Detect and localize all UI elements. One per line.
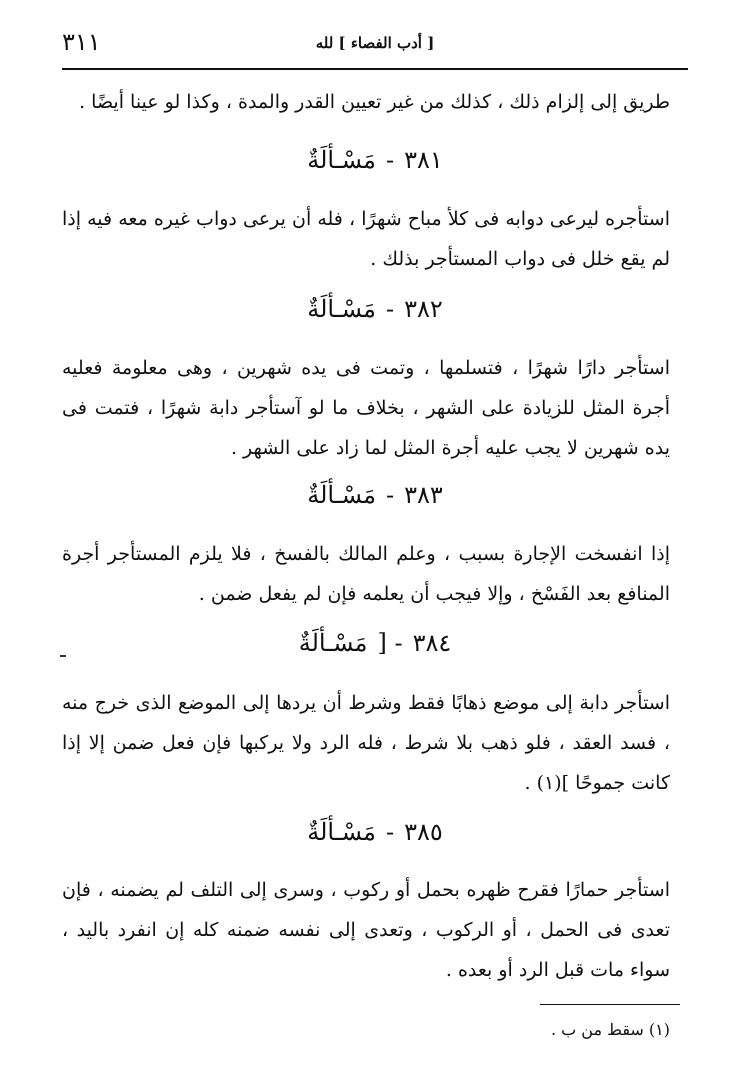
heading-383 [0, 475, 750, 515]
heading-384 [0, 623, 750, 663]
paragraph-382: استأجر دارًا شهرًا ، فتسلمها ، وتمت فى يده شهرين ، وهى معلومة فعليه أجرة المثل للزيادة على الشهر ، بخلاف ما لو آستأجر دابة شهرًا ، فتمت فى يده شهرين لا يجب عليه أجرة المثل لما زاد على الشهر . [62, 357, 670, 459]
paragraph-381: استأجره ليرعى دوابه فى كلأ مباح شهرًا ، فله أن يرعى دواب غيره معه فيه إذا لم يقع خلل فى دواب المستأجر بذلك . [62, 208, 670, 270]
heading-dash: - [386, 481, 395, 509]
heading-word: مَسْـألَةٌ [298, 629, 368, 657]
heading-number: ٣٨٣ [404, 481, 443, 509]
paragraph-continuation: طريق إلى إلزام ذلك ، كذلك من غير تعيين القدر والمدة ، وكذا لو عينا أيضًا . [79, 91, 670, 113]
heading-word: مَسْـألَةٌ [307, 295, 376, 323]
footnote: (١) سقط من ب . [550, 1020, 670, 1039]
page-number: ٣١١ [62, 28, 101, 56]
paragraph-383: إذا انفسخت الإجارة بسبب ، وعلم المالك بالفسخ ، فلا يلزم المستأجر أجرة المنافع بعد الفَسْخ ، وإلا فيجب أن يعلمه فإن لم يفعل ضمن . [62, 543, 670, 605]
heading-385 [0, 812, 750, 852]
running-head: [ أدب الفصاء ] لله [315, 34, 435, 52]
heading-number: ٣٨٤ [412, 629, 452, 657]
heading-381 [0, 140, 750, 180]
heading-word: مَسْـألَةٌ [307, 481, 376, 509]
heading-dash: - [386, 295, 395, 323]
heading-number: ٣٨٢ [404, 295, 443, 323]
header-rule [62, 68, 688, 70]
heading-dash: - [386, 818, 395, 846]
footnote-rule [540, 1004, 680, 1005]
heading-word: مَسْـألَةٌ [307, 146, 376, 174]
heading-word: مَسْـألَةٌ [307, 818, 376, 846]
paragraph-384: استأجر دابة إلى موضع ذهابًا فقط وشرط أن يردها إلى الموضع الذى خرج منه ، فسد العقد ، فلو ذهب بلا شرط ، فله الرد ولا يركبها فإن فعل ضمن إلا إذا كانت جموحًا ](١) . [62, 692, 670, 794]
paragraph-385: استأجر حمارًا فقرح ظهره بحمل أو ركوب ، وسرى إلى التلف لم يضمنه ، فإن تعدى فى الحمل ، أو الركوب ، وتعدى إلى نفسه ضمنه كله إن انفرد باليد ، سواء مات قبل الرد أو بعده . [62, 879, 670, 981]
heading-dash: - [ [377, 629, 403, 657]
heading-dash: - [386, 146, 395, 174]
heading-number: ٣٨١ [404, 146, 443, 174]
heading-382 [0, 289, 750, 329]
heading-number: ٣٨٥ [404, 818, 443, 846]
margin-mark [60, 655, 66, 657]
page-header [62, 28, 688, 62]
